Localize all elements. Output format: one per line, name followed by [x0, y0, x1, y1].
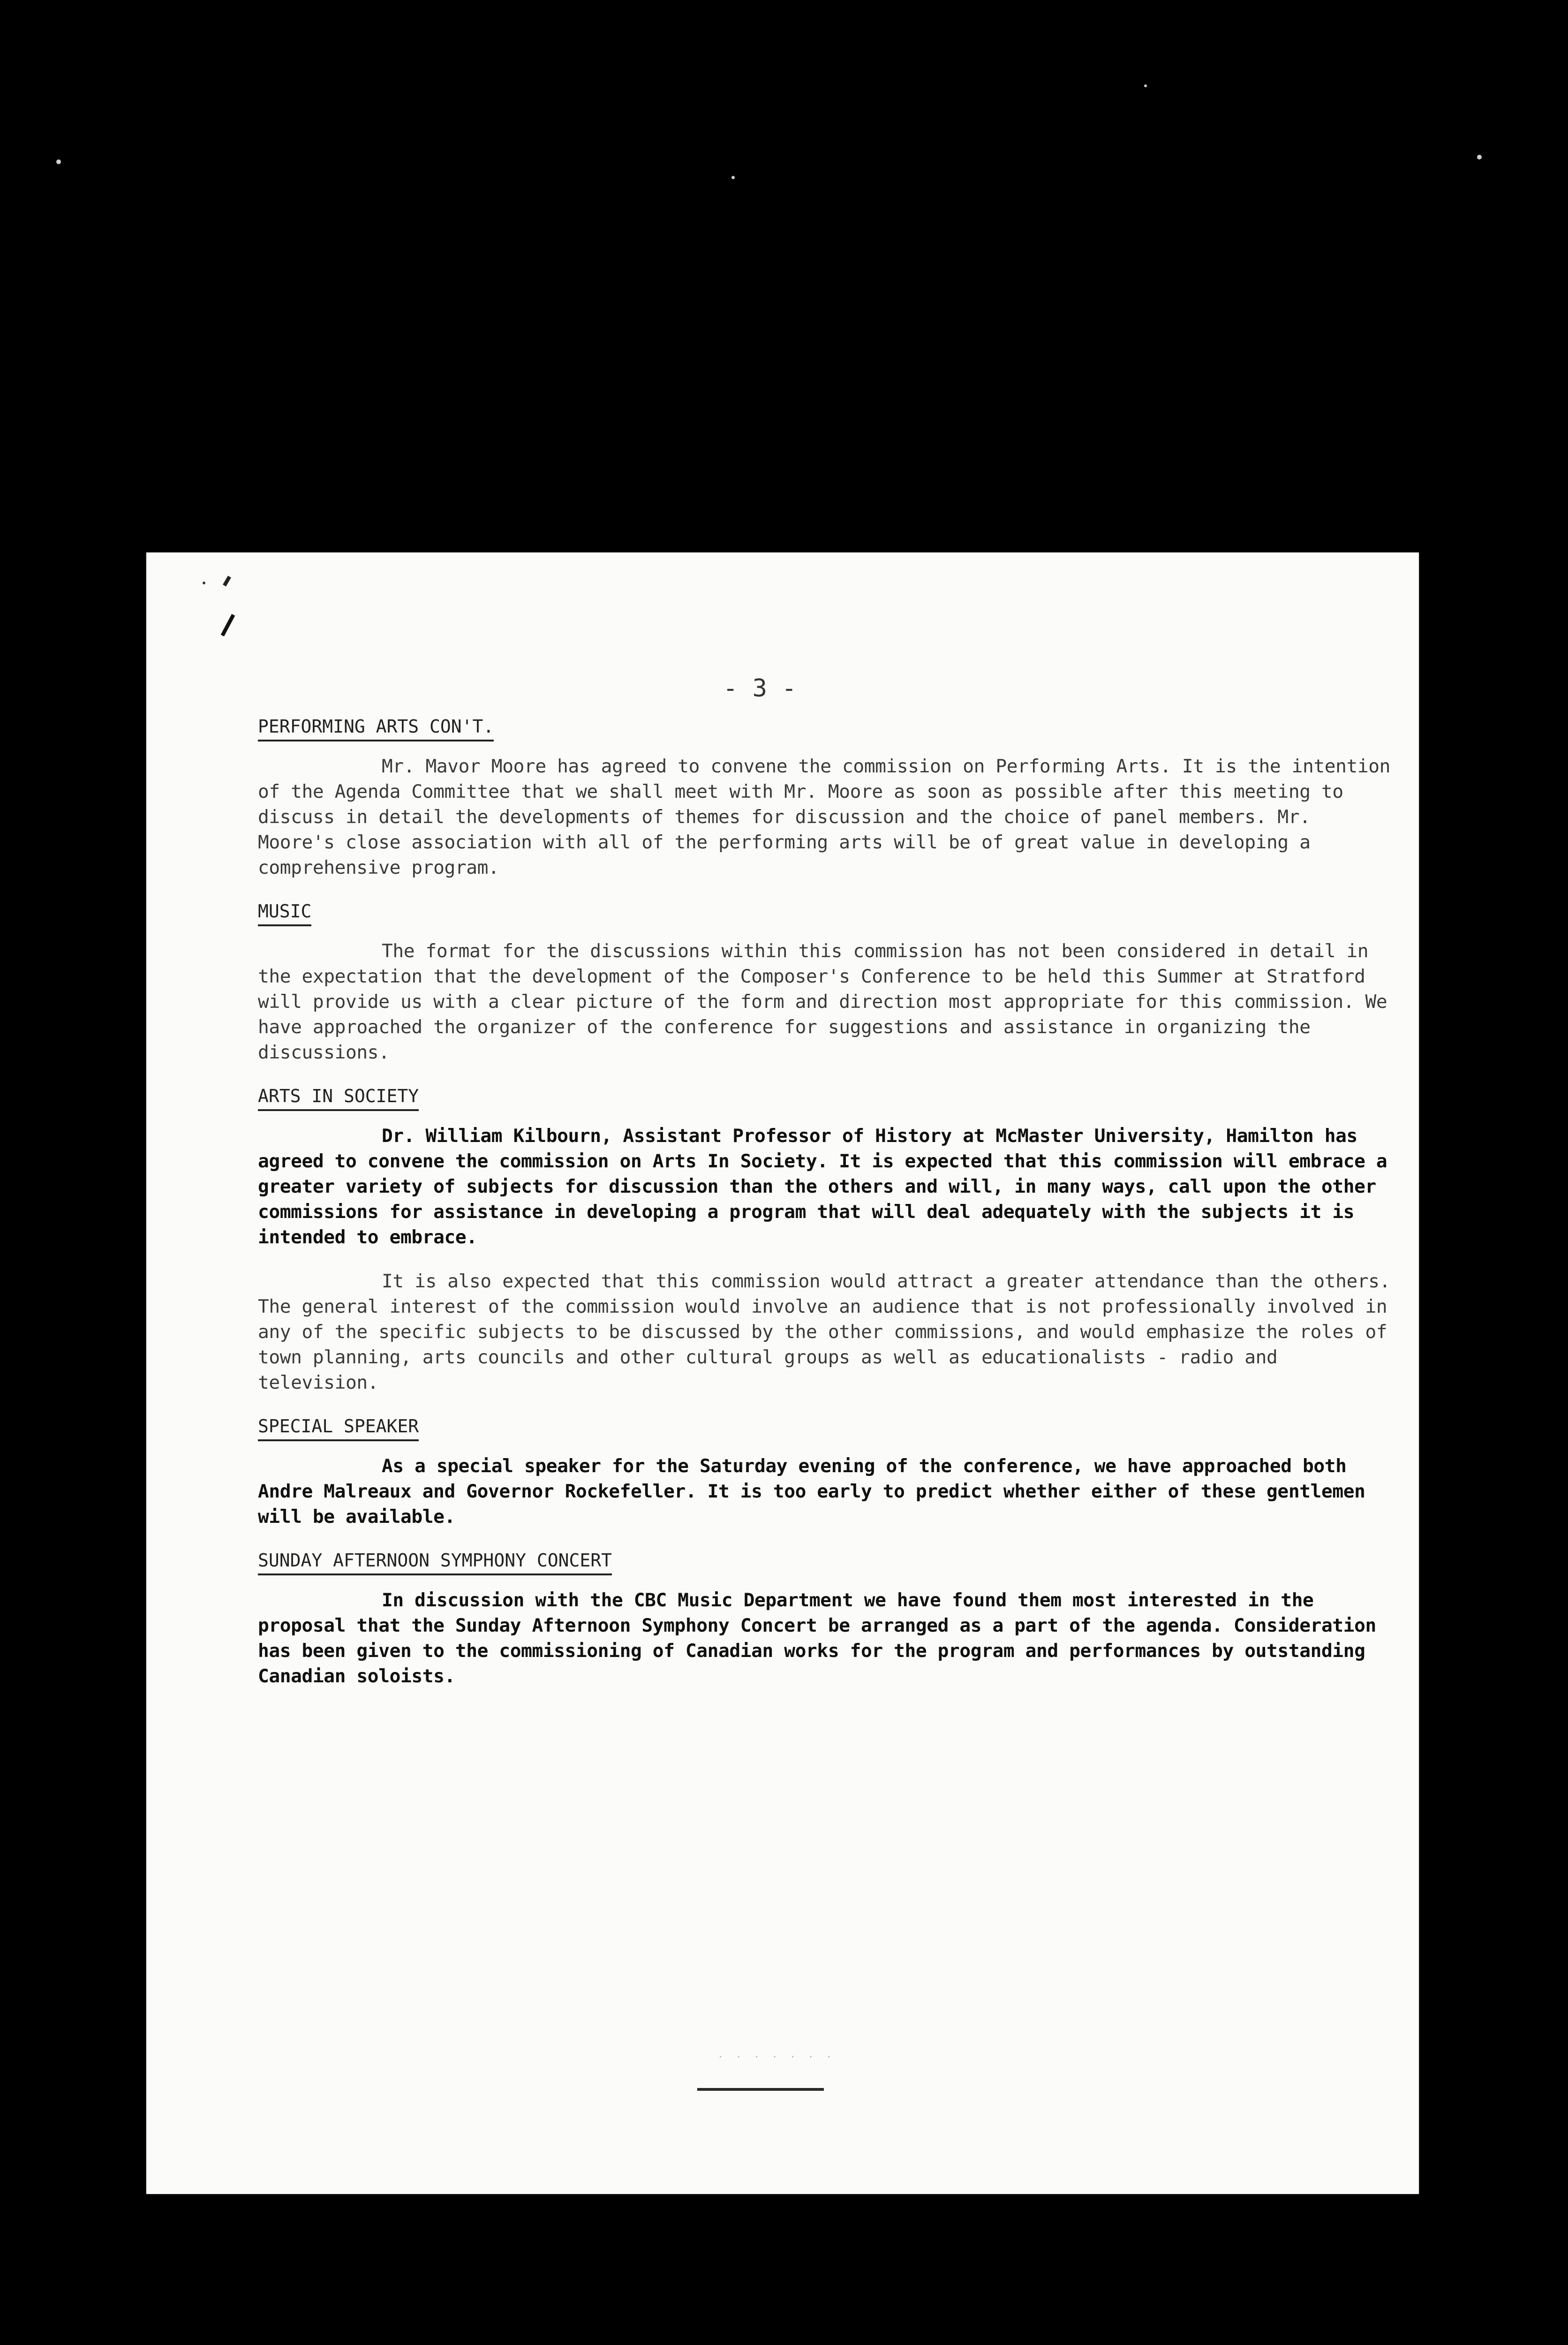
- section-heading: PERFORMING ARTS CON'T.: [258, 714, 494, 741]
- section-performing-arts: [258, 714, 1393, 880]
- page-number: - 3 -: [723, 674, 797, 703]
- paragraph: Dr. William Kilbourn, Assistant Professor of History at McMaster University, Hamilton has agreed to convene the commission on Arts In Society. It is expected that this commission will embrace a greater variety of subjects for discussion than the others and will, in many ways, call upon the other commissions for assistance in developing a program that will deal adequately with the subjects it is intended to embrace.: [258, 1125, 1387, 1248]
- section-heading: SPECIAL SPEAKER: [258, 1414, 419, 1441]
- film-speck: [1144, 84, 1147, 87]
- section-special-speaker: [258, 1414, 1393, 1529]
- pen-mark: [223, 575, 231, 586]
- paragraph: It is also expected that this commission would attract a greater attendance than the others. The general interest of the commission would involve an audience that is not professionally involved in any of the specific subjects to be discussed by the other commissions, and would emphasize the roles of town planning, arts councils and other cultural groups as well as educationalists - radio and television.: [258, 1271, 1391, 1393]
- section-heading: SUNDAY AFTERNOON SYMPHONY CONCERT: [258, 1548, 612, 1575]
- section-heading: ARTS IN SOCIETY: [258, 1084, 419, 1111]
- paragraph: As a special speaker for the Saturday evening of the conference, we have approached both Andre Malreaux and Governor Rockefeller. It is too early to predict whether either of these gentlemen will be available.: [258, 1455, 1365, 1528]
- film-speck: [731, 176, 735, 179]
- pen-mark: [221, 614, 235, 636]
- section-music: [258, 899, 1393, 1065]
- paragraph: The format for the discussions within this commission has not been considered in detail in the expectation that the development of the Composer's Conference to be held this Summer at Stratford will provide us with a clear picture of the form and direction most appropriate for this commission. We have approached the organizer of the conference for suggestions and assistance in organizing the discussions.: [258, 940, 1387, 1063]
- document-page: [146, 552, 1419, 2194]
- end-rule: [697, 2088, 824, 2091]
- film-speck: [1477, 155, 1482, 159]
- paragraph: Mr. Mavor Moore has agreed to convene the commission on Performing Arts. It is the intention of the Agenda Committee that we shall meet with Mr. Moore as soon as possible after this meeting to discuss in detail the developments of themes for discussion and the choice of panel members. Mr. Moore's close association with all of the performing arts will be of great value in developing a comprehensive program.: [258, 756, 1391, 878]
- film-speck: [56, 159, 61, 164]
- section-heading: MUSIC: [258, 899, 311, 926]
- section-symphony-concert: [258, 1548, 1393, 1689]
- paragraph: In discussion with the CBC Music Department we have found them most interested in the proposal that the Sunday Afternoon Symphony Concert be arranged as a part of the agenda. Consideration has been given to the commissioning of Canadian works for the program and performances by outstanding Canadian soloists.: [258, 1589, 1376, 1687]
- document-body: [258, 714, 1393, 1708]
- pen-mark: [203, 582, 205, 584]
- faint-marks: · · · · · · ·: [717, 2051, 835, 2063]
- section-arts-in-society: [258, 1084, 1393, 1395]
